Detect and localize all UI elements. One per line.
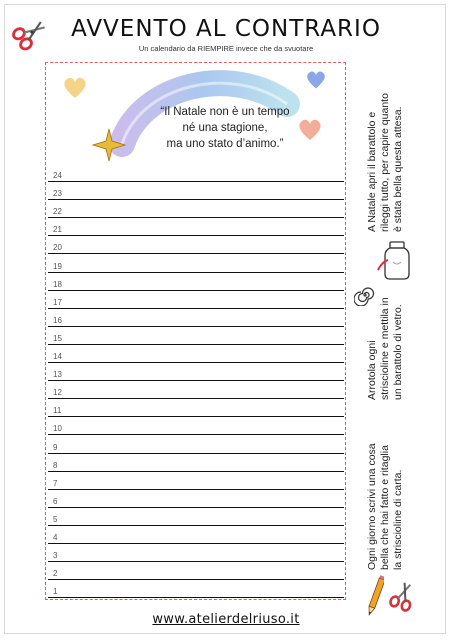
day-row[interactable]	[48, 544, 344, 562]
heart-yellow-icon	[62, 76, 88, 100]
heart-blue-icon	[305, 70, 327, 90]
day-number: 1	[53, 587, 58, 597]
day-number: 14	[53, 352, 62, 362]
day-row[interactable]	[48, 508, 344, 526]
page-title: AVVENTO AL CONTRARIO	[71, 16, 381, 42]
instruction-step-2	[366, 297, 405, 400]
day-number: 11	[53, 406, 62, 416]
day-row[interactable]	[48, 363, 344, 381]
day-row[interactable]	[48, 472, 344, 490]
day-number: 8	[53, 460, 58, 470]
day-row[interactable]	[48, 254, 344, 272]
scissors-icon	[388, 578, 418, 614]
day-row[interactable]	[48, 291, 344, 309]
day-row[interactable]	[48, 327, 344, 345]
instruction-line: A Natale apri il barattolo e	[366, 111, 378, 232]
calendar-rows	[48, 164, 344, 598]
day-row[interactable]	[48, 182, 344, 200]
day-number: 24	[53, 171, 62, 181]
website-link[interactable]: www.atelierdelriuso.it	[152, 612, 300, 627]
day-row[interactable]	[48, 490, 344, 508]
instruction-line: Ogni giorno scrivi una cosa	[366, 443, 378, 570]
instruction-line: rileggi tutto, per capire quanto	[379, 93, 391, 232]
page-subtitle: Un calendario da RIEMPIRE invece che da svuotare	[138, 44, 314, 53]
day-row[interactable]	[48, 526, 344, 544]
day-number: 19	[53, 261, 62, 271]
day-number: 20	[53, 243, 62, 253]
day-row[interactable]	[48, 580, 344, 598]
day-number: 7	[53, 478, 58, 488]
jar-icon	[376, 240, 416, 282]
instruction-line: la striscioline di carta.	[392, 469, 404, 570]
day-number: 16	[53, 315, 62, 325]
instruction-line: un barattolo di vetro.	[392, 304, 404, 400]
day-number: 10	[53, 424, 62, 434]
day-row[interactable]	[48, 218, 344, 236]
day-row[interactable]	[48, 200, 344, 218]
quote-line: né una stagione,	[182, 122, 268, 134]
day-number: 13	[53, 370, 62, 380]
instruction-line: striscioline e mettila in	[379, 297, 391, 400]
day-number: 18	[53, 279, 62, 289]
day-row[interactable]	[48, 309, 344, 327]
day-row[interactable]	[48, 273, 344, 291]
instruction-line: è stata bella questa attesa.	[392, 106, 404, 232]
day-row[interactable]	[48, 164, 344, 182]
star-icon	[92, 128, 126, 162]
instruction-step-1	[366, 64, 405, 232]
day-row[interactable]	[48, 562, 344, 580]
quote-line: “Il Natale non è un tempo	[160, 106, 290, 118]
instruction-step-3	[366, 420, 405, 570]
day-row[interactable]	[48, 417, 344, 435]
day-number: 23	[53, 189, 62, 199]
day-row[interactable]	[48, 236, 344, 254]
instruction-line: bella che hai fatto e ritaglia	[379, 445, 391, 570]
day-number: 22	[53, 207, 62, 217]
instruction-line: Arrotola ogni	[366, 340, 378, 400]
quote	[135, 104, 315, 152]
day-row[interactable]	[48, 435, 344, 453]
day-row[interactable]	[48, 399, 344, 417]
day-number: 2	[53, 569, 58, 579]
day-row[interactable]	[48, 381, 344, 399]
day-row[interactable]	[48, 454, 344, 472]
day-number: 17	[53, 297, 62, 307]
day-number: 12	[53, 388, 62, 398]
day-number: 21	[53, 225, 62, 235]
day-number: 6	[53, 496, 58, 506]
day-number: 5	[53, 514, 58, 524]
day-number: 15	[53, 333, 62, 343]
day-number: 9	[53, 442, 58, 452]
day-number: 4	[53, 532, 58, 542]
day-row[interactable]	[48, 345, 344, 363]
quote-line: ma uno stato d’animo.”	[166, 138, 284, 150]
day-number: 3	[53, 551, 58, 561]
